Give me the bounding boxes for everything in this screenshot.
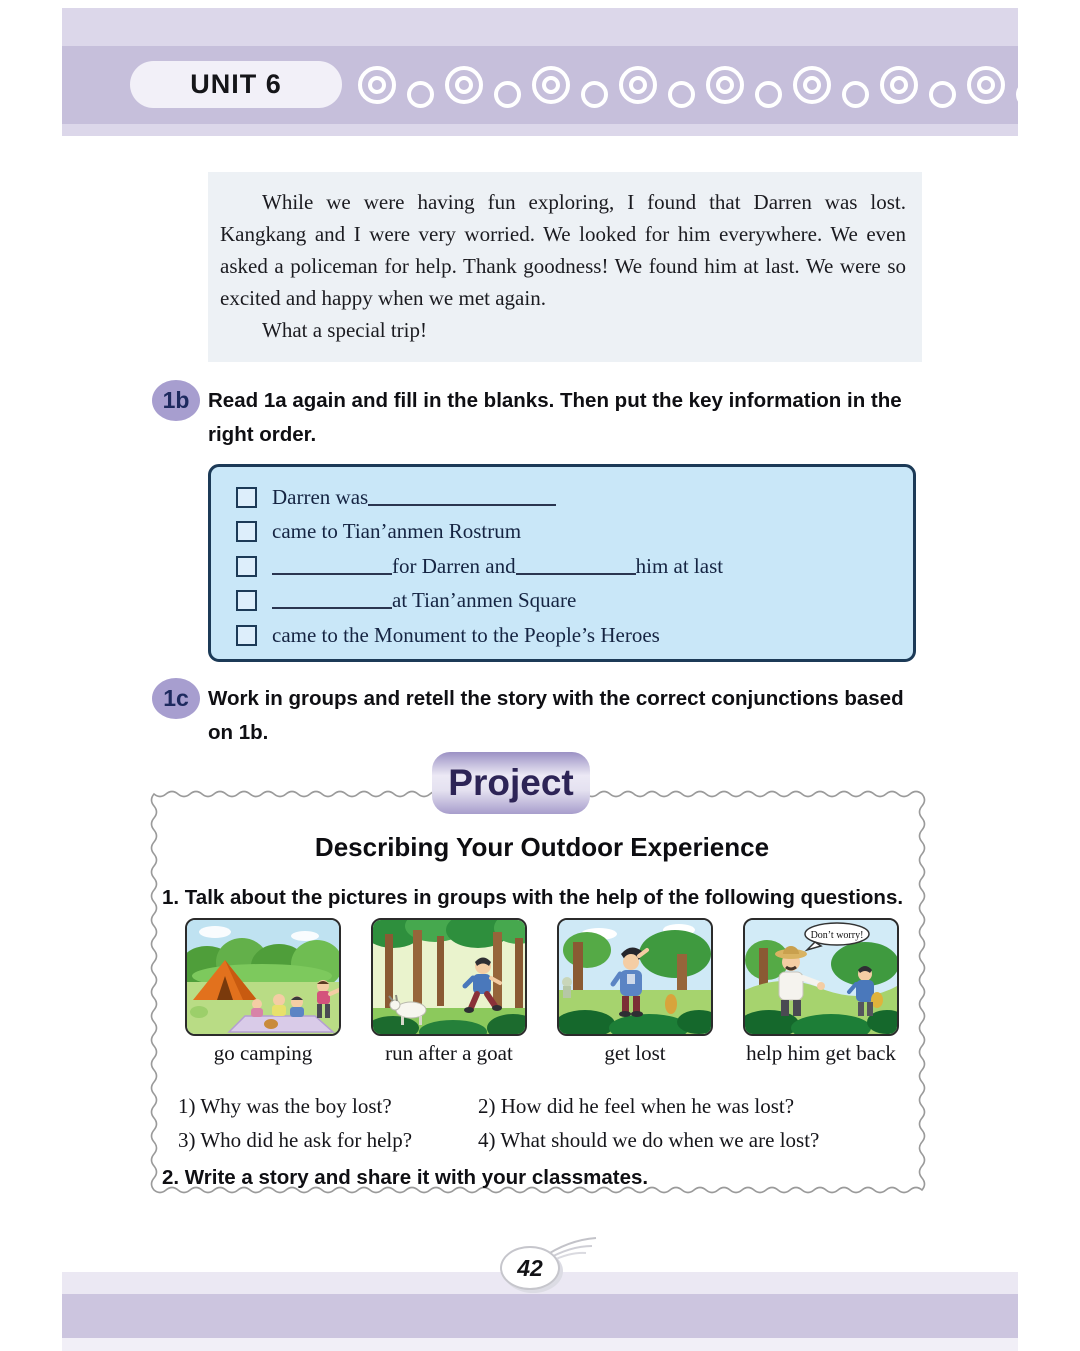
checklist-text: for Darren and: [392, 553, 516, 578]
project-heading: Project: [432, 752, 590, 814]
picture-help-him-get-back: [743, 918, 899, 1066]
checkbox[interactable]: [236, 487, 257, 508]
ring-decoration: [532, 66, 570, 104]
page-number-container: [500, 1246, 566, 1292]
picture-frame: [743, 918, 899, 1036]
checkbox[interactable]: [236, 625, 257, 646]
checkbox[interactable]: [236, 590, 257, 611]
checklist-item: [236, 549, 903, 584]
picture-frame: [371, 918, 527, 1036]
section-1b-badge: 1b: [152, 380, 200, 421]
page-number: 42: [500, 1246, 560, 1290]
fill-in-blank[interactable]: [368, 489, 556, 506]
ring-decoration: [929, 81, 956, 108]
picture-get-lost: [557, 918, 713, 1066]
checkbox[interactable]: [236, 556, 257, 577]
caption-get-lost: get lost: [604, 1041, 666, 1065]
picture-go-camping: [185, 918, 341, 1066]
camping-illustration: [187, 920, 339, 1034]
passage-paragraph-2: What a special trip!: [262, 318, 428, 342]
unit-label: UNIT 6: [130, 61, 342, 108]
project-title: Describing Your Outdoor Experience: [314, 832, 770, 862]
helper-illustration: [745, 920, 897, 1034]
ring-decoration: [494, 81, 521, 108]
ring-decoration: [967, 66, 1005, 104]
caption-run-after-goat: run after a goat: [385, 1041, 513, 1065]
ring-decoration: [407, 81, 434, 108]
checklist-text: at Tian’anmen Square: [392, 588, 577, 613]
checklist-item: [236, 480, 903, 515]
project-step-2: 2. Write a story and share it with your classmates.: [162, 1166, 649, 1189]
picture-run-after-goat: [371, 918, 527, 1066]
question-1: 1) Why was the boy lost?: [178, 1094, 392, 1118]
fill-in-blank[interactable]: [272, 558, 392, 575]
speech-bubble-text: Don’t worry!: [810, 930, 864, 941]
ring-decoration: [445, 66, 483, 104]
ring-decoration: [755, 81, 782, 108]
ring-decoration: [793, 66, 831, 104]
page-header: [62, 8, 1018, 136]
checklist-item: [236, 618, 903, 653]
picture-frame: [185, 918, 341, 1036]
checklist-item: [236, 515, 903, 550]
decorative-rings: [358, 46, 1018, 124]
section-1c-instruction: Work in groups and retell the story with the correct conjunctions based on 1b.: [208, 687, 904, 744]
checklist-item: [236, 584, 903, 619]
ring-decoration: [668, 81, 695, 108]
ring-decoration: [880, 66, 918, 104]
fill-in-blank[interactable]: [272, 592, 392, 609]
fill-in-blank[interactable]: [516, 558, 636, 575]
question-3: 3) Who did he ask for help?: [178, 1128, 413, 1152]
picture-frame: [557, 918, 713, 1036]
checklist-text: came to Tian’anmen Rostrum: [272, 519, 522, 544]
caption-help-him-get-back: help him get back: [746, 1041, 896, 1065]
passage-paragraph-1: While we were having fun exploring, I found that Darren was lost. Kangkang and I were very worried. We looked for him everywhere. We even asked a policeman for help. Thank goodness! We found him at last. We were so excited and happy when we met again.: [220, 190, 906, 310]
ring-decoration: [358, 66, 396, 104]
ring-decoration: [706, 66, 744, 104]
picture-row: [148, 918, 936, 1066]
ring-decoration: [842, 81, 869, 108]
checkbox[interactable]: [236, 521, 257, 542]
goat-chase-illustration: [373, 920, 525, 1034]
ring-decoration: [581, 81, 608, 108]
checklist-text: him at last: [635, 553, 724, 578]
question-4: 4) What should we do when we are lost?: [478, 1128, 820, 1152]
footer-band: [62, 1294, 1018, 1338]
checklist-box: [208, 464, 916, 662]
question-list: [178, 1094, 819, 1153]
ring-decoration: [619, 66, 657, 104]
question-2: 2) How did he feel when he was lost?: [478, 1094, 795, 1118]
section-1b-instruction: Read 1a again and fill in the blanks. Then put the key information in the right order.: [208, 389, 902, 446]
lost-boy-illustration: [559, 920, 711, 1034]
header-band: [62, 46, 1018, 124]
footer-strip-bottom: [62, 1338, 1018, 1351]
caption-go-camping: go camping: [213, 1041, 313, 1065]
project-section: [148, 762, 936, 1200]
checklist-text: came to the Monument to the People’s Heroes: [272, 622, 660, 647]
section-1c-badge: 1c: [152, 678, 200, 719]
project-step-1: 1. Talk about the pictures in groups with the help of the following questions.: [162, 886, 904, 909]
ring-decoration: [1016, 81, 1018, 108]
reading-passage: [208, 172, 922, 362]
checklist-text: Darren was: [272, 484, 369, 509]
